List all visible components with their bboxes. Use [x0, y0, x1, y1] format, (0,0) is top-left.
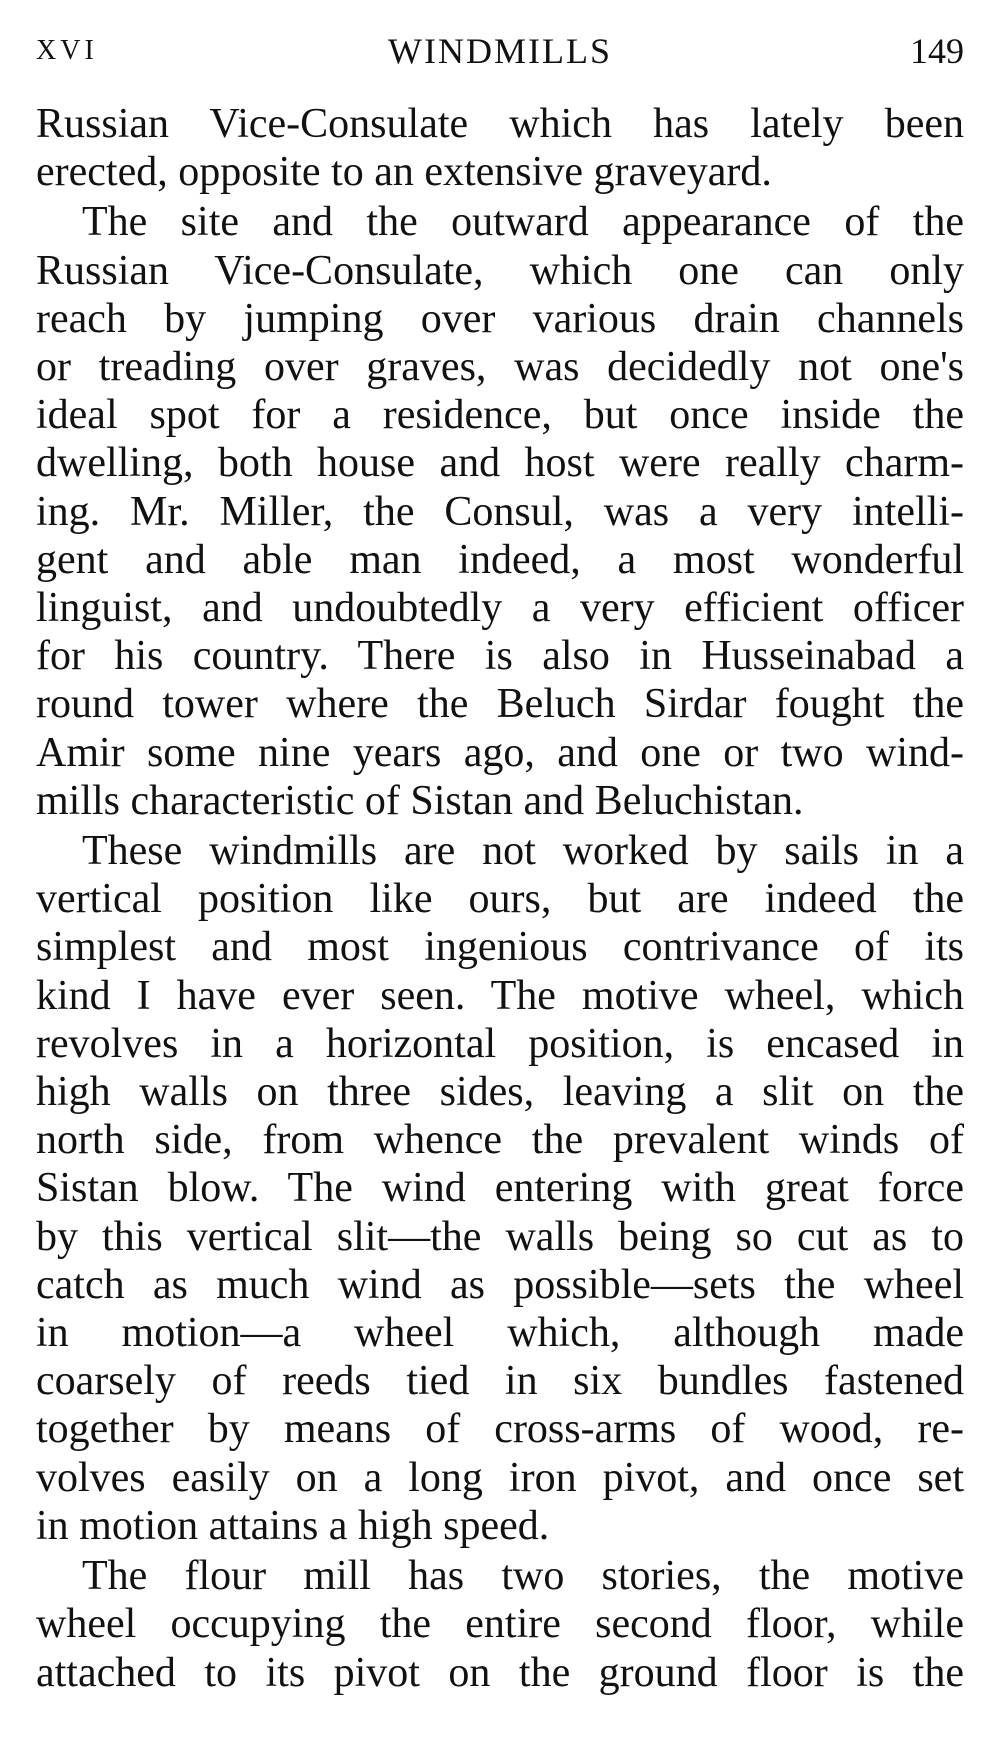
- body-text: [36, 100, 964, 1697]
- text-line: in motion attains a high speed.: [36, 1502, 550, 1549]
- text-line: in motion—a wheel which, although made: [36, 1310, 964, 1357]
- paragraph: [36, 100, 964, 196]
- text-line: by this vertical slit—the walls being so cut as to: [36, 1213, 964, 1260]
- paragraph: [36, 1552, 964, 1697]
- page-number: 149: [910, 31, 964, 71]
- text-line: attached to its pivot on the ground floor is the: [36, 1649, 964, 1696]
- paragraph: [36, 827, 964, 1550]
- text-line: The flour mill has two stories, the motive: [82, 1553, 964, 1600]
- text-line: for his country. There is also in Husseinabad a: [36, 633, 964, 680]
- text-line: high walls on three sides, leaving a slit on the: [36, 1069, 964, 1116]
- text-line: These windmills are not worked by sails in a: [82, 828, 964, 875]
- text-line: ideal spot for a residence, but once inside the: [36, 392, 964, 439]
- chapter-number: XVI: [36, 35, 98, 66]
- text-line: ing. Mr. Miller, the Consul, was a very intelli-: [36, 488, 964, 535]
- text-line: north side, from whence the prevalent winds of: [36, 1117, 964, 1164]
- text-line: volves easily on a long iron pivot, and once set: [36, 1454, 964, 1501]
- text-line: erected, opposite to an extensive graveyard.: [36, 149, 772, 196]
- text-line: wheel occupying the entire second floor, while: [36, 1601, 964, 1648]
- text-line: or treading over graves, was decidedly not one's: [36, 344, 964, 391]
- text-line: round tower where the Beluch Sirdar fought the: [36, 681, 964, 728]
- text-line: Russian Vice-Consulate, which one can only: [36, 247, 964, 294]
- text-line: mills characteristic of Sistan and Beluchistan.: [36, 777, 804, 824]
- running-title: WINDMILLS: [388, 31, 612, 71]
- text-line: linguist, and undoubtedly a very efficient officer: [36, 585, 964, 632]
- text-line: revolves in a horizontal position, is encased in: [36, 1020, 964, 1067]
- book-page: [36, 22, 964, 1699]
- text-line: kind I have ever seen. The motive wheel, which: [36, 972, 964, 1019]
- text-line: simplest and most ingenious contrivance of its: [36, 924, 964, 971]
- paragraph: [36, 198, 964, 825]
- text-line: Amir some nine years ago, and one or two wind-: [36, 729, 964, 776]
- text-line: vertical position like ours, but are indeed the: [36, 876, 964, 923]
- text-line: Sistan blow. The wind entering with great force: [36, 1165, 964, 1212]
- running-head: [36, 22, 964, 80]
- text-line: together by means of cross-arms of wood, re-: [36, 1406, 964, 1453]
- text-line: gent and able man indeed, a most wonderful: [36, 536, 964, 583]
- text-line: coarsely of reeds tied in six bundles fastened: [36, 1358, 964, 1405]
- text-line: catch as much wind as possible—sets the wheel: [36, 1261, 964, 1308]
- text-line: Russian Vice-Consulate which has lately been: [36, 101, 964, 147]
- text-line: dwelling, both house and host were really charm-: [36, 440, 964, 487]
- text-line: The site and the outward appearance of the: [82, 199, 964, 246]
- text-line: reach by jumping over various drain channels: [36, 295, 964, 342]
